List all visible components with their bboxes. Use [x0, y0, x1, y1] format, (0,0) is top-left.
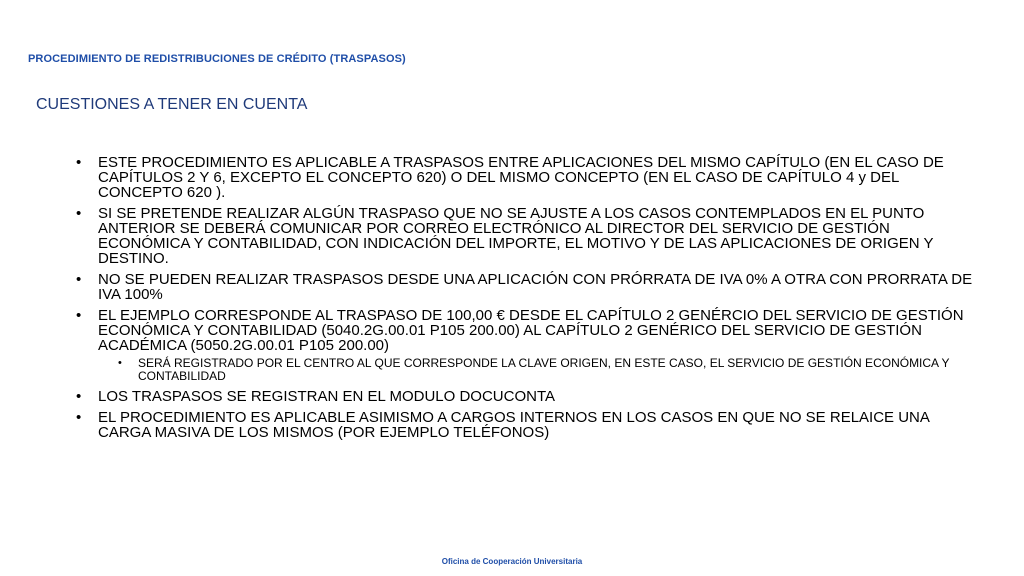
- bullet-item: [76, 206, 976, 266]
- bullet-dot-icon: •: [76, 388, 82, 405]
- bullet-item: [76, 272, 976, 302]
- sub-bullet-list: [98, 357, 976, 383]
- sub-bullet-text: SERÁ REGISTRADO POR EL CENTRO AL QUE CORRESPONDE LA CLAVE ORIGEN, EN ESTE CASO, EL SERVICIO DE GESTIÓN ECONÓMICA Y CONTABILIDAD: [138, 356, 950, 383]
- bullet-item: [76, 389, 976, 404]
- bullet-dot-icon: •: [76, 154, 82, 171]
- slide-subtitle: CUESTIONES A TENER EN CUENTA: [36, 96, 308, 113]
- bullet-dot-icon: •: [76, 409, 82, 426]
- bullet-text: EL PROCEDIMIENTO ES APLICABLE ASIMISMO A CARGOS INTERNOS EN LOS CASOS EN QUE NO SE RELAICE UNA CARGA MASIVA DE LOS MISMOS (POR EJEMPLO TELÉFONOS): [98, 409, 930, 441]
- bullet-dot-icon: •: [76, 271, 82, 288]
- sub-bullet-item: [118, 357, 976, 383]
- slide-header-title: PROCEDIMIENTO DE REDISTRIBUCIONES DE CRÉDITO (TRASPASOS): [28, 53, 406, 65]
- bullet-text: ESTE PROCEDIMIENTO ES APLICABLE A TRASPASOS ENTRE APLICACIONES DEL MISMO CAPÍTULO (EN EL CASO DE CAPÍTULOS 2 Y 6, EXCEPTO EL CONCEPTO 620) O DEL MISMO CONCEPTO (EN EL CASO DE CAPÍTULO 4 y DEL CONCEPTO 620 ).: [98, 154, 944, 201]
- bullet-item: [76, 155, 976, 200]
- bullet-text: EL EJEMPLO CORRESPONDE AL TRASPASO DE 100,00 € DESDE EL CAPÍTULO 2 GENÉRCIO DEL SERVICIO DE GESTIÓN ECONÓMICA Y CONTABILIDAD (5040.2G.00.01 P105 200.00) AL CAPÍTULO 2 GENÉRICO DEL SERVICIO DE GESTIÓN ACADÉMICA (5050.2G.00.01 P105 200.00): [98, 307, 964, 354]
- bullet-item: [76, 308, 976, 383]
- bullet-text: NO SE PUEDEN REALIZAR TRASPASOS DESDE UNA APLICACIÓN CON PRÓRRATA DE IVA 0% A OTRA CON PRORRATA DE IVA 100%: [98, 271, 973, 303]
- bullet-dot-icon: •: [76, 307, 82, 324]
- slide-footer: Oficina de Cooperación Universitaria: [441, 557, 583, 566]
- bullet-dot-icon: •: [76, 205, 82, 222]
- bullet-text: LOS TRASPASOS SE REGISTRAN EN EL MODULO DOCUCONTA: [98, 388, 556, 405]
- bullet-item: [76, 410, 976, 440]
- bullet-list: [76, 155, 976, 446]
- sub-bullet-dot-icon: •: [118, 357, 122, 369]
- bullet-text: SI SE PRETENDE REALIZAR ALGÚN TRASPASO QUE NO SE AJUSTE A LOS CASOS CONTEMPLADOS EN EL PUNTO ANTERIOR SE DEBERÁ COMUNICAR POR CORREO ELECTRÓNICO AL DIRECTOR DEL SERVICIO DE GESTIÓN ECONÓMICA Y CONTABILIDAD, CON INDICACIÓN DEL IMPORTE, EL MOTIVO Y DE LAS APLICACIONES DE ORIGEN Y DESTINO.: [98, 205, 934, 267]
